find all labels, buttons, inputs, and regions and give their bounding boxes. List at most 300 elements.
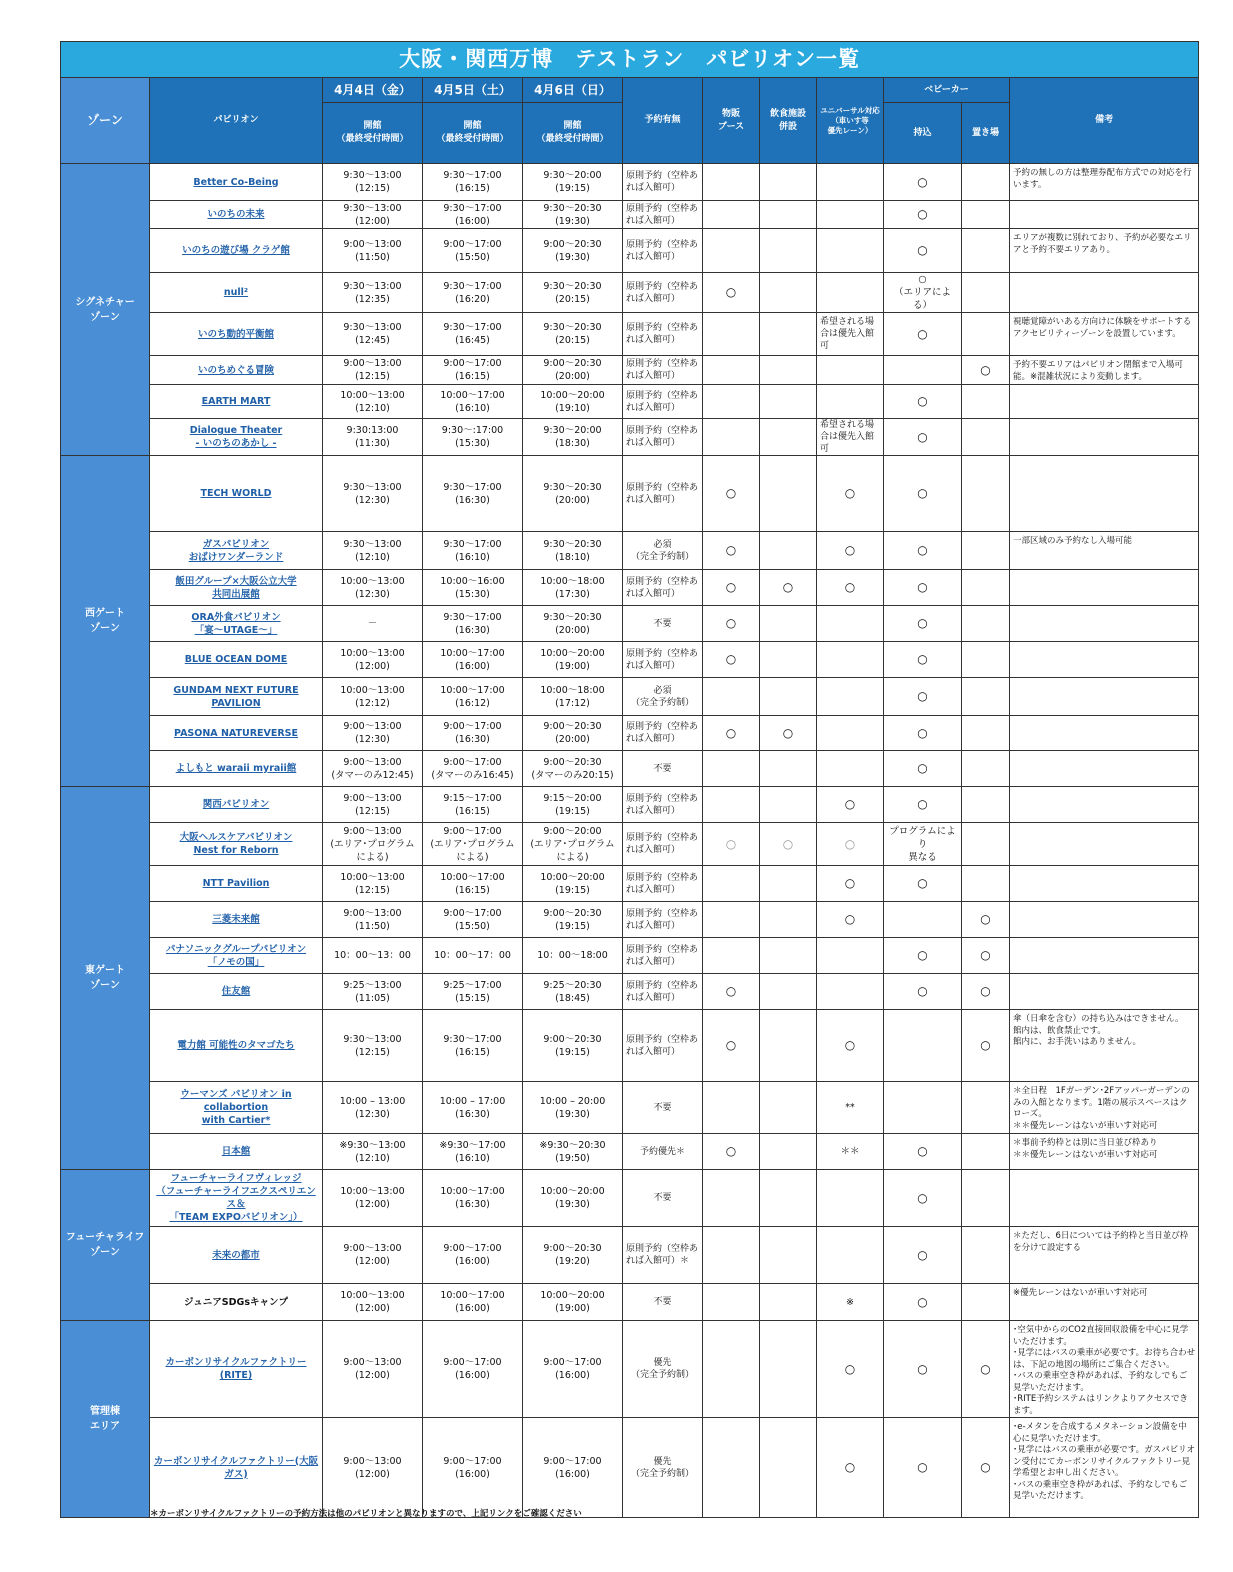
table-row (61, 974, 1199, 1010)
table-row (61, 385, 1199, 419)
stroller-parking-mark: ○ (962, 1418, 1010, 1518)
stroller-parking-mark (962, 751, 1010, 787)
table-row (61, 716, 1199, 751)
pavilion-link[interactable]: 未来の都市 (150, 1227, 323, 1284)
stroller-parking-mark (962, 229, 1010, 273)
reservation-status: 優先 （完全予約制） (623, 1418, 703, 1518)
hours-day3: 9:30～20:30 (20:15) (523, 273, 623, 313)
hours-day1: 9:00～13:00 (11:50) (323, 229, 423, 273)
food-mark (760, 1134, 817, 1170)
stroller-parking-mark: ○ (962, 902, 1010, 938)
stroller-parking-mark: ○ (962, 356, 1010, 385)
table-row (61, 902, 1199, 938)
hours-day1: 10:00～13:00 (12:00) (323, 1170, 423, 1227)
pavilion-link[interactable]: EARTH MART (150, 385, 323, 419)
zone-label: シグネチャー ゾーン (61, 164, 150, 456)
reservation-status: 原則予約（空枠あれば入館可） (623, 456, 703, 532)
remarks-text: 視聴覚障がいある方向けに体験をサポートするアクセビリティーゾーンを設置しています。 (1010, 313, 1199, 356)
stroller-parking-mark (962, 716, 1010, 751)
food-mark (760, 419, 817, 456)
header-open-3: 開館 （最終受付時間） (523, 103, 623, 164)
food-mark (760, 313, 817, 356)
pavilion-link[interactable]: フューチャーライフヴィレッジ （フューチャーライフエクスペリエンス＆ 「TEAM EXPOパビリオン」） (150, 1170, 323, 1227)
table-row (61, 1082, 1199, 1134)
booth-mark (703, 1170, 760, 1227)
universal-mark (817, 642, 884, 678)
hours-day1: 10:00～13:00 (12:15) (323, 866, 423, 902)
reservation-status: 原則予約（空枠あれば入館可） (623, 716, 703, 751)
pavilion-link[interactable]: ORA外食パビリオン 「宴～UTAGE～」 (150, 606, 323, 642)
hours-day3: 9:15～20:00 (19:15) (523, 787, 623, 823)
hours-day3: 10:00～18:00 (17:30) (523, 570, 623, 606)
header-open-1: 開館 （最終受付時間） (323, 103, 423, 164)
hours-day1: 10:00～13:00 (12:00) (323, 1284, 423, 1321)
universal-mark: ** (817, 1082, 884, 1134)
hours-day2: 9:00～17:00 (16:30) (423, 716, 523, 751)
food-mark (760, 642, 817, 678)
hours-day3: 9:30～20:00 (19:15) (523, 164, 623, 201)
remarks-text: ＊ただし、6日については予約枠と当日並び枠を分けて設定する (1010, 1227, 1199, 1284)
table-row (61, 866, 1199, 902)
hours-day3: 9:30～20:30 (20:15) (523, 313, 623, 356)
stroller-carry-mark: ○ (884, 1227, 962, 1284)
booth-mark (703, 419, 760, 456)
reservation-status: 原則予約（空枠あれば入館可） (623, 787, 703, 823)
pavilion-link[interactable]: 電力館 可能性のタマゴたち (150, 1010, 323, 1082)
header-zone: ゾーン (61, 78, 150, 164)
stroller-carry-mark: ○ (884, 938, 962, 974)
remarks-text (1010, 902, 1199, 938)
reservation-status: 不要 (623, 1082, 703, 1134)
hours-day1: 9:00～13:00 (11:50) (323, 902, 423, 938)
universal-mark (817, 1227, 884, 1284)
stroller-carry-mark: ○ (884, 1321, 962, 1418)
stroller-parking-mark (962, 1170, 1010, 1227)
booth-mark (703, 787, 760, 823)
hours-day2: ※9:30～17:00 (16:10) (423, 1134, 523, 1170)
stroller-carry-mark (884, 356, 962, 385)
booth-mark (703, 385, 760, 419)
reservation-status: 不要 (623, 1284, 703, 1321)
universal-mark (817, 678, 884, 716)
hours-day3: 9:30～20:30 (20:00) (523, 606, 623, 642)
footer-note: ＊カーボンリサイクルファクトリーの予約方法は他のパビリオンと異なりますので、上記リンクをご確認ください (150, 1509, 582, 1519)
reservation-status: 原則予約（空枠あれば入館可）＊ (623, 1227, 703, 1284)
pavilion-link[interactable]: いのち動的平衡館 (150, 313, 323, 356)
stroller-carry-mark (884, 1082, 962, 1134)
hours-day1: 9:30～13:00 (12:00) (323, 201, 423, 229)
booth-mark: ○ (703, 642, 760, 678)
food-mark (760, 751, 817, 787)
universal-mark: 希望される場合は優先入館可 (817, 419, 884, 456)
food-mark (760, 1418, 817, 1518)
table-row (61, 1284, 1199, 1321)
reservation-status: 原則予約（空枠あれば入館可） (623, 570, 703, 606)
table-row (61, 606, 1199, 642)
booth-mark: ○ (703, 532, 760, 570)
universal-mark (817, 974, 884, 1010)
hours-day2: 9:30～:17:00 (15:30) (423, 419, 523, 456)
hours-day3: 9:00～17:00 (16:00) (523, 1321, 623, 1418)
booth-mark (703, 678, 760, 716)
pavilion-link[interactable]: 三菱未来館 (150, 902, 323, 938)
booth-mark (703, 751, 760, 787)
stroller-parking-mark (962, 419, 1010, 456)
stroller-carry-mark: ○ (884, 419, 962, 456)
pavilion-link[interactable]: Better Co-Being (150, 164, 323, 201)
hours-day2: 9:00～17:00 (タマーのみ16:45) (423, 751, 523, 787)
hours-day3: 10:00～20:00 (19:30) (523, 1170, 623, 1227)
header-carry: 持込 (884, 103, 962, 164)
hours-day3: 9:30～20:00 (18:30) (523, 419, 623, 456)
pavilion-link[interactable]: いのちめぐる冒険 (150, 356, 323, 385)
pavilion-link[interactable]: 大阪ヘルスケアパビリオン Nest for Reborn (150, 823, 323, 866)
stroller-carry-mark: ○ (884, 201, 962, 229)
food-mark (760, 356, 817, 385)
reservation-status: 原則予約（空枠あれば入館可） (623, 823, 703, 866)
hours-day2: 9:30～17:00 (16:30) (423, 606, 523, 642)
booth-mark: ○ (703, 716, 760, 751)
food-mark (760, 1170, 817, 1227)
stroller-carry-mark: ○ (884, 229, 962, 273)
hours-day3: 10:00～20:00 (19:10) (523, 385, 623, 419)
universal-mark (817, 229, 884, 273)
hours-day1: 9:30:13:00 (11:30) (323, 419, 423, 456)
food-mark (760, 273, 817, 313)
table-row (61, 164, 1199, 201)
table-row (61, 201, 1199, 229)
stroller-carry-mark: ○ (884, 678, 962, 716)
pavilion-table (60, 41, 1199, 1518)
hours-day2: 9:30～17:00 (16:45) (423, 313, 523, 356)
stroller-parking-mark (962, 201, 1010, 229)
booth-mark: ○ (703, 273, 760, 313)
hours-day2: 9:15～17:00 (16:15) (423, 787, 523, 823)
table-row (61, 642, 1199, 678)
universal-mark: ○ (817, 866, 884, 902)
pavilion-link[interactable]: Dialogue Theater - いのちのあかし - (150, 419, 323, 456)
stroller-carry-mark: ○ (884, 787, 962, 823)
header-remarks: 備考 (1010, 78, 1199, 164)
hours-day1: 10:00 – 13:00 (12:30) (323, 1082, 423, 1134)
stroller-carry-mark: ○ (884, 1284, 962, 1321)
remarks-text (1010, 606, 1199, 642)
remarks-text: 一部区域のみ予約なし入場可能 (1010, 532, 1199, 570)
food-mark (760, 229, 817, 273)
hours-day2: 9:00～17:00 (16:00) (423, 1418, 523, 1518)
reservation-status: 原則予約（空枠あれば入館可） (623, 356, 703, 385)
booth-mark: ○ (703, 456, 760, 532)
hours-day1: 9:00～13:00 (12:00) (323, 1418, 423, 1518)
stroller-parking-mark (962, 823, 1010, 866)
hours-day2: 10:00～17:00 (16:10) (423, 385, 523, 419)
table-row (61, 678, 1199, 716)
stroller-parking-mark: ○ (962, 974, 1010, 1010)
food-mark: ○ (760, 716, 817, 751)
booth-mark (703, 866, 760, 902)
universal-mark (817, 1170, 884, 1227)
hours-day1: 9:00～13:00 (12:30) (323, 716, 423, 751)
stroller-parking-mark (962, 606, 1010, 642)
stroller-parking-mark: ○ (962, 1010, 1010, 1082)
stroller-parking-mark (962, 1284, 1010, 1321)
pavilion-link[interactable]: 関西パビリオン (150, 787, 323, 823)
hours-day1: 9:00～13:00 (12:15) (323, 356, 423, 385)
pavilion-link[interactable]: カーボンリサイクルファクトリー(大阪ガス) (150, 1418, 323, 1518)
stroller-parking-mark (962, 787, 1010, 823)
hours-day2: 10:00～17:00 (16:00) (423, 642, 523, 678)
pavilion-link[interactable]: PASONA NATUREVERSE (150, 716, 323, 751)
stroller-carry-mark: ○ (884, 456, 962, 532)
stroller-carry-mark: ○ (884, 532, 962, 570)
food-mark (760, 1321, 817, 1418)
reservation-status: 原則予約（空枠あれば入館可） (623, 385, 703, 419)
page-title: 大阪・関西万博 テストラン パビリオン一覧 (61, 42, 1199, 78)
universal-mark (817, 164, 884, 201)
booth-mark: ○ (703, 1010, 760, 1082)
reservation-status: 原則予約（空枠あれば入館可） (623, 642, 703, 678)
hours-day1: － (323, 606, 423, 642)
universal-mark (817, 201, 884, 229)
universal-mark: ※ (817, 1284, 884, 1321)
hours-day1: 9:00～13:00 (タマーのみ12:45) (323, 751, 423, 787)
food-mark (760, 606, 817, 642)
header-food: 飲食施設 併設 (760, 78, 817, 164)
pavilion-link[interactable]: いのちの遊び場 クラゲ館 (150, 229, 323, 273)
hours-day3: 9:00～20:30 (20:00) (523, 716, 623, 751)
table-row (61, 229, 1199, 273)
table-row (61, 456, 1199, 532)
universal-mark (817, 385, 884, 419)
hours-day3: 10：00～18:00 (523, 938, 623, 974)
hours-day1: 10:00～13:00 (12:10) (323, 385, 423, 419)
hours-day1: 9:00～13:00 (12:00) (323, 1227, 423, 1284)
hours-day2: 10:00～17:00 (16:12) (423, 678, 523, 716)
zone-label: 西ゲート ゾーン (61, 456, 150, 787)
zone-label: 東ゲート ゾーン (61, 787, 150, 1170)
reservation-status: 原則予約（空枠あれば入館可） (623, 164, 703, 201)
hours-day2: 9:30～17:00 (16:15) (423, 164, 523, 201)
stroller-carry-mark: ○ (884, 866, 962, 902)
table-row (61, 356, 1199, 385)
universal-mark: ○ (817, 570, 884, 606)
stroller-carry-mark: ○ （エリアによる） (884, 273, 962, 313)
remarks-text (1010, 642, 1199, 678)
stroller-parking-mark (962, 273, 1010, 313)
reservation-status: 優先 （完全予約制） (623, 1321, 703, 1418)
hours-day3: 9:00～17:00 (16:00) (523, 1418, 623, 1518)
hours-day2: 9:00～17:00 (16:00) (423, 1227, 523, 1284)
remarks-text (1010, 201, 1199, 229)
remarks-text (1010, 866, 1199, 902)
hours-day3: 10:00～20:00 (19:00) (523, 642, 623, 678)
hours-day3: 9:30～20:30 (20:00) (523, 456, 623, 532)
universal-mark (817, 273, 884, 313)
food-mark (760, 1082, 817, 1134)
pavilion-link[interactable]: カーボンリサイクルファクトリー(RITE) (150, 1321, 323, 1418)
food-mark (760, 787, 817, 823)
hours-day3: 10:00 – 20:00 (19:30) (523, 1082, 623, 1134)
table-row (61, 787, 1199, 823)
remarks-text (1010, 570, 1199, 606)
table-row (61, 751, 1199, 787)
booth-mark (703, 313, 760, 356)
remarks-text (1010, 787, 1199, 823)
table-row (61, 273, 1199, 313)
hours-day2: 10:00 – 17:00 (16:30) (423, 1082, 523, 1134)
booth-mark (703, 229, 760, 273)
header-date-2: 4月5日（土） (423, 78, 523, 103)
pavilion-link[interactable]: GUNDAM NEXT FUTURE PAVILION (150, 678, 323, 716)
food-mark (760, 201, 817, 229)
stroller-parking-mark (962, 456, 1010, 532)
header-date-3: 4月6日（日） (523, 78, 623, 103)
reservation-status: 原則予約（空枠あれば入館可） (623, 938, 703, 974)
table-row (61, 419, 1199, 456)
reservation-status: 不要 (623, 751, 703, 787)
table-row (61, 313, 1199, 356)
booth-mark (703, 1284, 760, 1321)
stroller-carry-mark: ○ (884, 716, 962, 751)
hours-day3: 10:00～20:00 (19:15) (523, 866, 623, 902)
stroller-carry-mark: ○ (884, 1418, 962, 1518)
reservation-status: 不要 (623, 1170, 703, 1227)
reservation-status: 原則予約（空枠あれば入館可） (623, 419, 703, 456)
remarks-text: 予約の無しの方は整理券配布方式での対応を行います。 (1010, 164, 1199, 201)
stroller-carry-mark: ○ (884, 570, 962, 606)
stroller-parking-mark (962, 866, 1010, 902)
pavilion-sheet (60, 41, 1198, 1518)
booth-mark: ○ (703, 570, 760, 606)
stroller-carry-mark (884, 902, 962, 938)
remarks-text: 傘（日傘を含む）の持ち込みはできません。 館内は、飲食禁止です。 館内に、お手洗いはありません。 (1010, 1010, 1199, 1082)
pavilion-link[interactable]: ガスパビリオン おばけワンダーランド (150, 532, 323, 570)
hours-day1: 10：00～13：00 (323, 938, 423, 974)
pavilion-link[interactable]: 住友館 (150, 974, 323, 1010)
hours-day3: 9:00～20:30 (19:15) (523, 902, 623, 938)
table-row (61, 1321, 1199, 1418)
remarks-text: ※優先レーンはないが車いす対応可 (1010, 1284, 1199, 1321)
table-row (61, 532, 1199, 570)
universal-mark: ○ (817, 532, 884, 570)
stroller-carry-mark: ○ (884, 751, 962, 787)
booth-mark (703, 902, 760, 938)
stroller-parking-mark (962, 1134, 1010, 1170)
reservation-status: 原則予約（空枠あれば入館可） (623, 902, 703, 938)
stroller-carry-mark: ○ (884, 1170, 962, 1227)
table-row (61, 1227, 1199, 1284)
table-row (61, 938, 1199, 974)
table-row (61, 1010, 1199, 1082)
hours-day1: 9:25～13:00 (11:05) (323, 974, 423, 1010)
stroller-carry-mark: ○ (884, 606, 962, 642)
hours-day1: 9:30～13:00 (12:45) (323, 313, 423, 356)
hours-day2: 10:00～17:00 (16:00) (423, 1284, 523, 1321)
universal-mark: ○ (817, 1418, 884, 1518)
pavilion-link[interactable]: 飯田グループ×大阪公立大学 共同出展館 (150, 570, 323, 606)
reservation-status: 原則予約（空枠あれば入館可） (623, 974, 703, 1010)
pavilion-link[interactable]: null² (150, 273, 323, 313)
hours-day3: 9:00～20:30 (19:15) (523, 1010, 623, 1082)
remarks-text: ･空気中からのCO2直接回収設備を中心に見学いただけます。 ･見学にはバスの乗車が必要です。お待ち合わせは、下記の地図の場所にご集合ください。 ･バスの乗車空き枠があれば、予約なしでもご見学いただけます。 ･RITE予約システムはリンクよりアクセスできます。 (1010, 1321, 1199, 1418)
remarks-text: ･e-メタンを合成するメタネーション設備を中心に見学いただけます。 ･見学にはバスの乗車が必要です。ガスパビリオン受付にてカーボンリサイクルファクトリー見学希望とお申し出ください。 ･バスの乗車空き枠があれば、予約なしでもご見学いただけます。 (1010, 1418, 1199, 1518)
remarks-text (1010, 1170, 1199, 1227)
header-date-1: 4月4日（金） (323, 78, 423, 103)
food-mark (760, 866, 817, 902)
remarks-text: ＊事前予約枠とは別に当日並び枠あり ＊＊優先レーンはないが車いす対応可 (1010, 1134, 1199, 1170)
food-mark (760, 532, 817, 570)
remarks-text: 予約不要エリアはパビリオン閉館まで入場可能。※混雑状況により変動します。 (1010, 356, 1199, 385)
stroller-parking-mark (962, 678, 1010, 716)
pavilion-link[interactable]: よしもと waraii myraii館 (150, 751, 323, 787)
reservation-status: 予約優先＊ (623, 1134, 703, 1170)
header-reservation: 予約有無 (623, 78, 703, 164)
header-universal: ユニバーサル対応 （車いす等 優先レーン） (817, 78, 884, 164)
pavilion-link[interactable]: 日本館 (150, 1134, 323, 1170)
hours-day2: 9:00～17:00 (15:50) (423, 902, 523, 938)
reservation-status: 原則予約（空枠あれば入館可） (623, 313, 703, 356)
food-mark (760, 1227, 817, 1284)
universal-mark: ○ (817, 787, 884, 823)
hours-day1: 9:00～13:00 (12:15) (323, 787, 423, 823)
pavilion-link[interactable]: パナソニックグループパビリオン 「ノモの国」 (150, 938, 323, 974)
food-mark: ○ (760, 823, 817, 866)
universal-mark: ○ (817, 902, 884, 938)
universal-mark: 希望される場合は優先入館可 (817, 313, 884, 356)
stroller-parking-mark (962, 385, 1010, 419)
booth-mark: ○ (703, 1134, 760, 1170)
hours-day1: 9:30～13:00 (12:15) (323, 1010, 423, 1082)
table-row (61, 1170, 1199, 1227)
zone-label: 管理棟 エリア (61, 1321, 150, 1518)
stroller-parking-mark (962, 570, 1010, 606)
reservation-status: 原則予約（空枠あれば入館可） (623, 201, 703, 229)
pavilion-link[interactable]: BLUE OCEAN DOME (150, 642, 323, 678)
hours-day1: 9:30～13:00 (12:10) (323, 532, 423, 570)
pavilion-link[interactable]: NTT Pavilion (150, 866, 323, 902)
remarks-text (1010, 974, 1199, 1010)
remarks-text (1010, 716, 1199, 751)
remarks-text (1010, 419, 1199, 456)
pavilion-link[interactable]: TECH WORLD (150, 456, 323, 532)
remarks-text: エリアが複数に別れており、予約が必要なエリアと予約不要エリアあり。 (1010, 229, 1199, 273)
food-mark (760, 385, 817, 419)
table-row (61, 823, 1199, 866)
reservation-status: 原則予約（空枠あれば入館可） (623, 866, 703, 902)
stroller-parking-mark (962, 532, 1010, 570)
reservation-status: 原則予約（空枠あれば入館可） (623, 273, 703, 313)
universal-mark (817, 716, 884, 751)
pavilion-link[interactable]: いのちの未来 (150, 201, 323, 229)
hours-day1: 9:00～13:00 (エリア･プログラムによる) (323, 823, 423, 866)
remarks-text (1010, 751, 1199, 787)
hours-day2: 10:00～17:00 (16:30) (423, 1170, 523, 1227)
universal-mark: ○ (817, 823, 884, 866)
pavilion-link[interactable]: ウーマンズ パビリオン in collabortion with Cartier* (150, 1082, 323, 1134)
stroller-parking-mark (962, 642, 1010, 678)
hours-day3: 9:00～20:30 (20:00) (523, 356, 623, 385)
header-pavilion: パビリオン (150, 78, 323, 164)
food-mark (760, 1284, 817, 1321)
header-stroller: ベビーカー (884, 78, 1010, 103)
universal-mark (817, 606, 884, 642)
table-row (61, 1418, 1199, 1518)
stroller-carry-mark: ○ (884, 385, 962, 419)
remarks-text (1010, 273, 1199, 313)
hours-day2: 10:00～17:00 (16:15) (423, 866, 523, 902)
table-row (61, 1134, 1199, 1170)
stroller-carry-mark: ○ (884, 313, 962, 356)
